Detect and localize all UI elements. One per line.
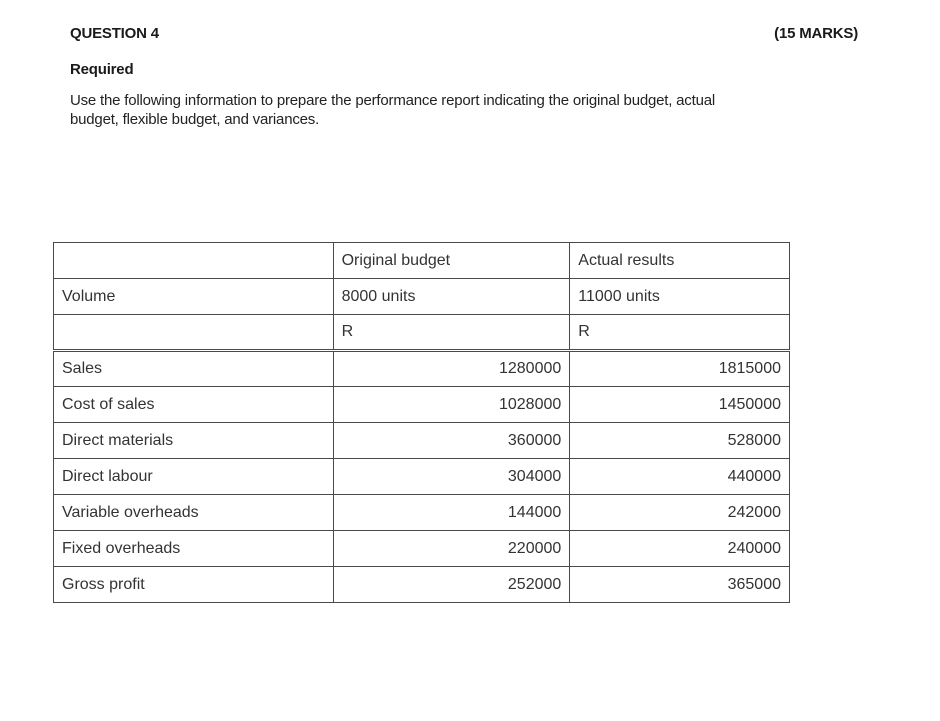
currency-actual: R — [570, 315, 790, 351]
original-value: 1280000 — [333, 351, 570, 387]
volume-actual: 11000 units — [570, 279, 790, 315]
table-row — [54, 531, 790, 567]
row-label: Variable overheads — [54, 495, 334, 531]
table-row — [54, 423, 790, 459]
row-label: Fixed overheads — [54, 531, 334, 567]
original-value: 1028000 — [333, 387, 570, 423]
actual-value: 240000 — [570, 531, 790, 567]
column-header-original: Original budget — [333, 243, 570, 279]
original-value: 220000 — [333, 531, 570, 567]
question-title: QUESTION 4 — [70, 25, 159, 42]
volume-original: 8000 units — [333, 279, 570, 315]
table-row — [54, 351, 790, 387]
actual-value: 1450000 — [570, 387, 790, 423]
original-value: 144000 — [333, 495, 570, 531]
row-label: Direct labour — [54, 459, 334, 495]
volume-label: Volume — [54, 279, 334, 315]
row-label: Gross profit — [54, 567, 334, 603]
table-row — [54, 459, 790, 495]
table-row — [54, 495, 790, 531]
question-marks: (15 MARKS) — [774, 25, 858, 42]
actual-value: 440000 — [570, 459, 790, 495]
currency-row — [54, 315, 790, 351]
instructions-text: Use the following information to prepare the performance report indicating the original budget, actual budget, flexible budget, and variances. — [70, 92, 715, 128]
original-value: 252000 — [333, 567, 570, 603]
actual-value: 242000 — [570, 495, 790, 531]
table-cell — [54, 315, 334, 351]
table-row — [54, 387, 790, 423]
performance-table — [53, 242, 790, 603]
actual-value: 528000 — [570, 423, 790, 459]
table-cell — [54, 243, 334, 279]
required-heading: Required — [70, 61, 134, 78]
volume-row — [54, 279, 790, 315]
original-value: 360000 — [333, 423, 570, 459]
table-header-row — [54, 243, 790, 279]
actual-value: 1815000 — [570, 351, 790, 387]
actual-value: 365000 — [570, 567, 790, 603]
table-row — [54, 567, 790, 603]
row-label: Direct materials — [54, 423, 334, 459]
column-header-actual: Actual results — [570, 243, 790, 279]
original-value: 304000 — [333, 459, 570, 495]
row-label: Sales — [54, 351, 334, 387]
row-label: Cost of sales — [54, 387, 334, 423]
currency-original: R — [333, 315, 570, 351]
